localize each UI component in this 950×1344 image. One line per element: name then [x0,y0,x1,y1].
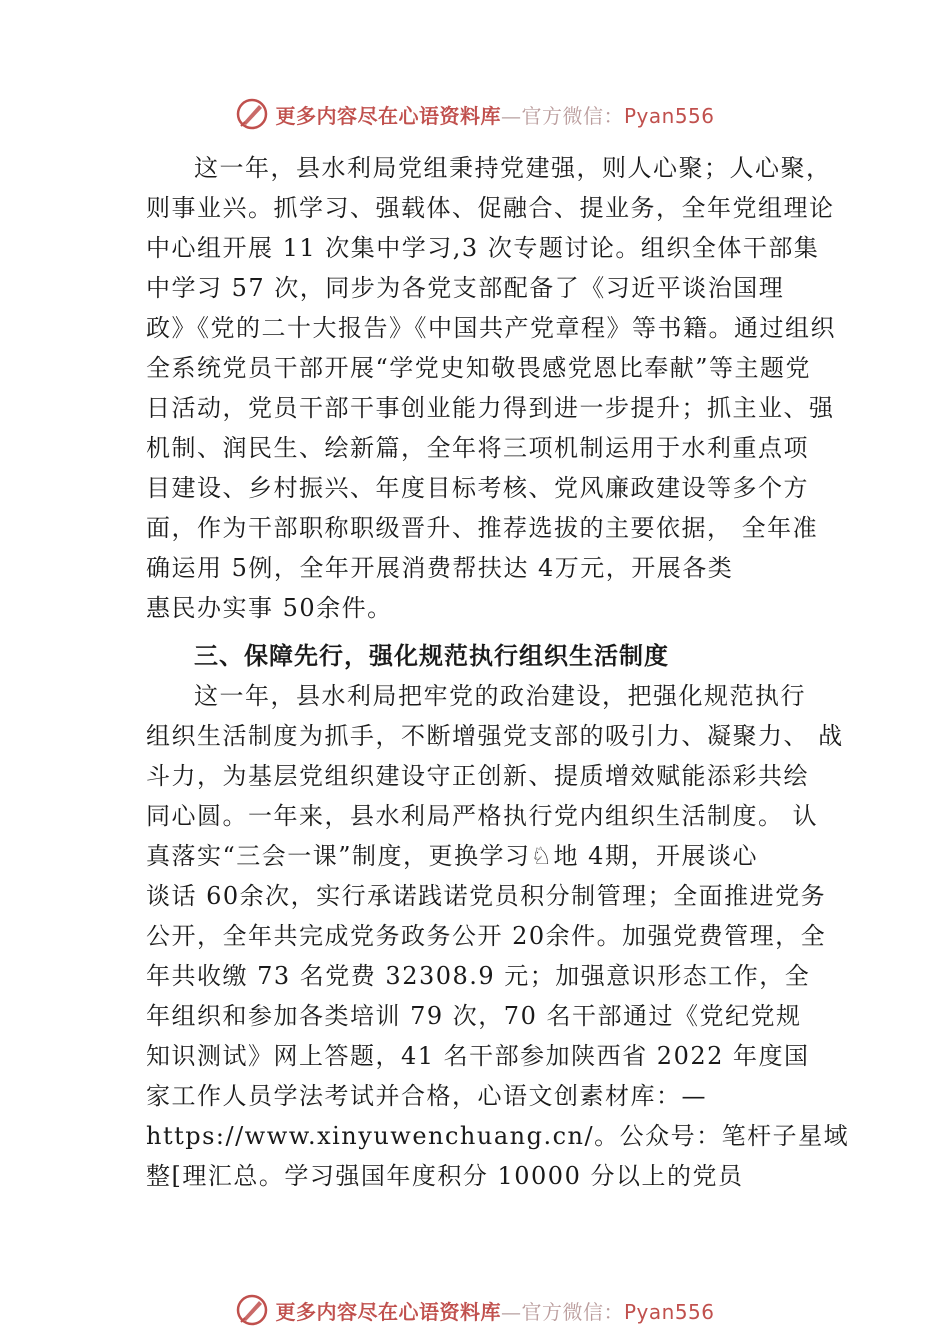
text-line: 中学习 57 次，同步为各党支部配备了《习近平谈治国理 [146,274,785,302]
watermark-label: 官方微信： [521,103,624,128]
text-line: 公开，全年共完成党务政务公开 20余件。加强党费管理，全 [146,922,827,950]
text-line: 同心圆。一年来，县水利局严格执行党内组织生活制度。 认 [146,802,819,830]
watermark-label: 官方微信： [521,1299,624,1324]
quill-logo-icon [235,1293,269,1327]
watermark-main: 更多内容尽在心语资料库 [275,1299,501,1324]
document-body [146,148,850,1196]
text-line: 斗力，为基层党组织建设守正创新、提质增效赋能添彩共绘 [146,762,809,790]
text-line: 知识测试》网上答题，41 名干部参加陕西省 2022 年度国 [146,1042,810,1070]
text-line: 面，作为干部职称职级晋升、推荐选拔的主要依据， 全年准 [146,514,819,542]
text-line: 机制、润民生、绘新篇，全年将三项机制运用于水利重点项 [146,434,809,462]
text-line: 则事业兴。抓学习、强载体、促融合、提业务，全年党组理论 [146,194,835,222]
watermark-text [275,100,714,129]
text-line: 年共收缴 73 名党费 32308.9 元；加强意识形态工作，全 [146,962,811,990]
footer-watermark [0,1290,950,1330]
watermark-separator: — [500,1299,522,1324]
text-line: https://www.xinyuwenchuang.cn/。公众号：笔杆子星域 [146,1122,850,1150]
text-line: 确运用 5例，全年开展消费帮扶达 4万元，开展各类 [146,554,734,582]
header-watermark [0,94,950,134]
watermark-main: 更多内容尽在心语资料库 [275,103,501,128]
text-line: 中心组开展 11 次集中学习,3 次专题讨论。组织全体干部集 [146,234,820,262]
text-line: 组织生活制度为抓手，不断增强党支部的吸引力、凝聚力、 战 [146,722,844,750]
text-line: 全系统党员干部开展“学党史知敬畏感党恩比奉献”等主题党 [146,354,812,382]
text-line: 这一年，县水利局把牢党的政治建设，把强化规范执行 [194,682,806,710]
text-line: 日活动，党员干部干事创业能力得到进一步提升；抓主业、强 [146,394,835,422]
text-line: 谈话 60余次，实行承诺践诺党员积分制管理；全面推进党务 [146,882,827,910]
text-line: 年组织和参加各类培训 79 次，70 名干部通过《党纪党规 [146,1002,802,1030]
text-line: 目建设、乡村振兴、年度目标考核、党风廉政建设等多个方 [146,474,809,502]
text-line: 惠民办实事 50余件。 [146,594,393,622]
section3-heading: 三、保障先行，强化规范执行组织生活制度 [194,642,669,670]
text-line: 真落实“三会一课”制度，更换学习♘地 4期，开展谈心 [146,842,758,870]
watermark-wechat-id: Pyan556 [623,1299,715,1324]
text-line: 政》《党的二十大报告》《中国共产党章程》等书籍。通过组织 [146,314,836,342]
section2-paragraph [146,148,836,628]
section3-paragraph [146,676,850,1196]
watermark-wechat-id: Pyan556 [623,103,715,128]
text-line: 整[理汇总。学习强国年度积分 10000 分以上的党员 [146,1162,744,1190]
text-line: 家工作人员学法考试并合格，心语文创素材库：— [146,1082,707,1110]
text-line: 这一年，县水利局党组秉持党建强，则人心聚；人心聚， [194,154,832,182]
watermark-text [275,1296,714,1325]
quill-logo-icon [235,97,269,131]
watermark-separator: — [500,103,522,128]
